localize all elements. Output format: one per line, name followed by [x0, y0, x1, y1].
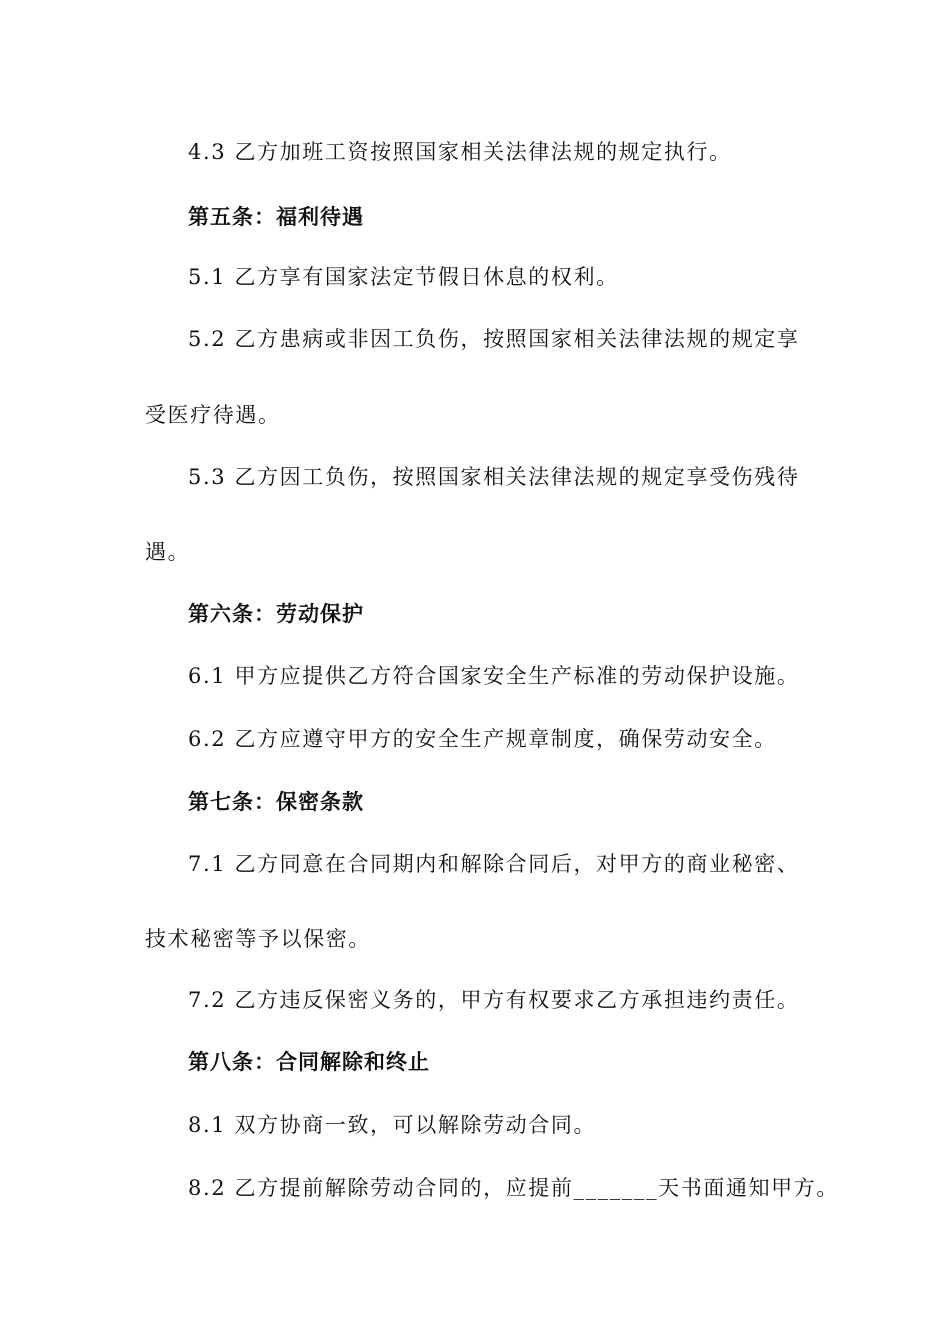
clause-7-2: 7.2 乙方违反保密义务的，甲方有权要求乙方承担违约责任。	[188, 988, 800, 1012]
article-6-heading: 第六条：劳动保护	[188, 602, 364, 626]
clause-8-2: 8.2 乙方提前解除劳动合同的，应提前_______天书面通知甲方。	[188, 1176, 839, 1200]
clause-5-3-continued: 遇。	[145, 540, 191, 564]
article-8-heading: 第八条：合同解除和终止	[188, 1050, 430, 1074]
clause-6-1: 6.1 甲方应提供乙方符合国家安全生产标准的劳动保护设施。	[188, 664, 800, 688]
clause-6-2: 6.2 乙方应遵守甲方的安全生产规章制度，确保劳动安全。	[188, 727, 777, 751]
article-5-heading: 第五条：福利待遇	[188, 205, 364, 229]
clause-4-3: 4.3 乙方加班工资按照国家相关法律法规的规定执行。	[188, 140, 732, 164]
clause-5-2-continued: 受医疗待遇。	[145, 403, 281, 427]
clause-5-3: 5.3 乙方因工负伤，按照国家相关法律法规的规定享受伤残待	[188, 465, 800, 489]
clause-5-2: 5.2 乙方患病或非因工负伤，按照国家相关法律法规的规定享	[188, 327, 800, 351]
clause-5-1: 5.1 乙方享有国家法定节假日休息的权利。	[188, 265, 619, 289]
article-7-heading: 第七条：保密条款	[188, 790, 364, 814]
clause-8-1: 8.1 双方协商一致，可以解除劳动合同。	[188, 1113, 597, 1137]
clause-7-1-continued: 技术秘密等予以保密。	[145, 927, 371, 951]
clause-7-1: 7.1 乙方同意在合同期内和解除合同后，对甲方的商业秘密、	[188, 852, 800, 876]
